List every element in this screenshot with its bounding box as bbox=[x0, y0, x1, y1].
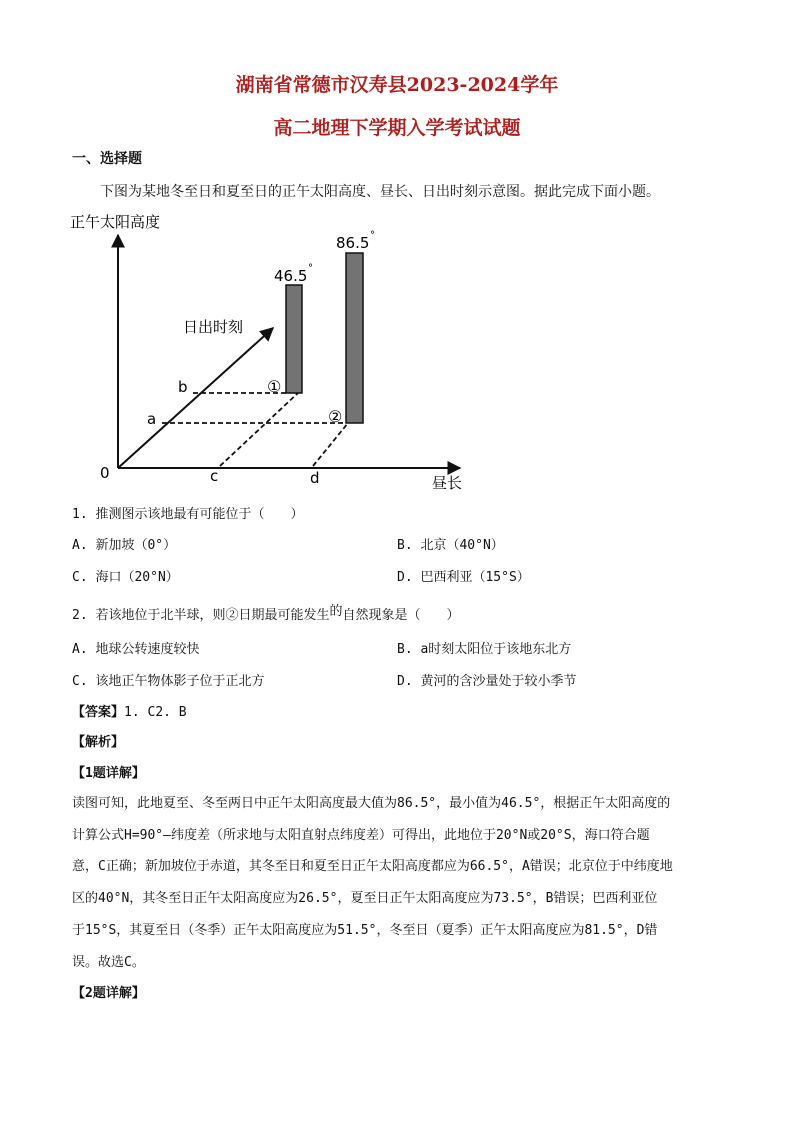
q2-option-d: D. 黄河的含沙量处于较小季节 bbox=[397, 674, 577, 689]
bar-summer-solstice bbox=[346, 253, 363, 423]
x-axis-label: 昼长 bbox=[432, 474, 463, 492]
point-a-label: a bbox=[147, 410, 157, 428]
guide-c bbox=[220, 393, 298, 466]
document-title-line2: 高二地理下学期入学考试试题 bbox=[273, 117, 521, 139]
q1-detail-heading: 【1题详解】 bbox=[72, 766, 145, 781]
q2-stem-raised: 的 bbox=[329, 604, 343, 619]
q2-detail-heading: 【2题详解】 bbox=[72, 986, 145, 1001]
q1-option-d: D. 巴西利亚（15°S） bbox=[397, 570, 530, 585]
sunrise-axis-label: 日出时刻 bbox=[183, 318, 244, 336]
point-b-label: b bbox=[178, 378, 188, 396]
origin-label: 0 bbox=[100, 464, 110, 482]
q2-stem-part1: 2. 若该地位于北半球，则②日期最可能发生 bbox=[72, 608, 330, 623]
document-title-line1: 湖南省常德市汉寿县2023-2024学年 bbox=[235, 74, 559, 96]
marker-2: ② bbox=[328, 407, 343, 426]
q1-detail-line: 计算公式H=90°—纬度差（所求地与太阳直射点纬度差）可得出，此地位于20°N或20°S，海口符合题 bbox=[72, 828, 650, 843]
sunrise-axis bbox=[118, 328, 273, 468]
q1-option-a: A. 新加坡（0°） bbox=[72, 538, 177, 553]
q1-option-b: B. 北京（40°N） bbox=[397, 538, 504, 553]
q1-detail-line: 意，C正确；新加坡位于赤道，其冬至日和夏至日正午太阳高度都应为66.5°，A错误；北京位于中纬度地 bbox=[72, 859, 673, 874]
answer-text: 1. C2. B bbox=[124, 705, 187, 720]
answer-label: 【答案】 bbox=[72, 705, 125, 720]
marker-1: ① bbox=[267, 377, 282, 396]
q2-option-b: B. a时刻太阳位于该地东北方 bbox=[397, 642, 572, 657]
q2-option-c: C. 该地正午物体影子位于正北方 bbox=[72, 674, 265, 689]
q1-detail-line: 读图可知，此地夏至、冬至两日中正午太阳高度最大值为86.5°，最小值为46.5°，根据正午太阳高度的 bbox=[72, 796, 671, 811]
bar2-degree: ° bbox=[370, 230, 375, 241]
solar-altitude-diagram bbox=[60, 205, 480, 495]
answer-line bbox=[72, 706, 187, 720]
q1-detail-line: 于15°S，其夏至日（冬季）正午太阳高度应为51.5°，冬至日（夏季）正午太阳高度应为81.5°，D错 bbox=[72, 923, 658, 938]
section-heading: 一、选择题 bbox=[72, 151, 142, 167]
question-intro: 下图为某地冬至日和夏至日的正午太阳高度、昼长、日出时刻示意图。据此完成下面小题。 bbox=[100, 184, 660, 200]
analysis-label: 【解析】 bbox=[72, 735, 125, 750]
q2-stem-part2: 自然现象是（ ） bbox=[342, 608, 460, 623]
q2-option-a: A. 地球公转速度较快 bbox=[72, 642, 200, 657]
q2-stem bbox=[72, 604, 460, 623]
q1-stem: 1. 推测图示该地最有可能位于（ ） bbox=[72, 507, 304, 522]
q1-detail-line: 区的40°N，其冬至日正午太阳高度应为26.5°，夏至日正午太阳高度应为73.5°，B错误；巴西利亚位 bbox=[72, 891, 658, 906]
point-d-label: d bbox=[310, 469, 320, 487]
q1-option-c: C. 海口（20°N） bbox=[72, 570, 179, 585]
bar-winter-solstice bbox=[286, 285, 302, 393]
guide-d bbox=[313, 423, 348, 466]
bar1-value-label: 46.5 bbox=[274, 267, 308, 285]
point-c-label: c bbox=[210, 467, 219, 485]
q1-detail-line: 误。故选C。 bbox=[72, 955, 145, 970]
bar1-degree: ° bbox=[308, 263, 313, 274]
y-axis-label: 正午太阳高度 bbox=[70, 213, 161, 231]
bar2-value-label: 86.5 bbox=[336, 234, 370, 252]
